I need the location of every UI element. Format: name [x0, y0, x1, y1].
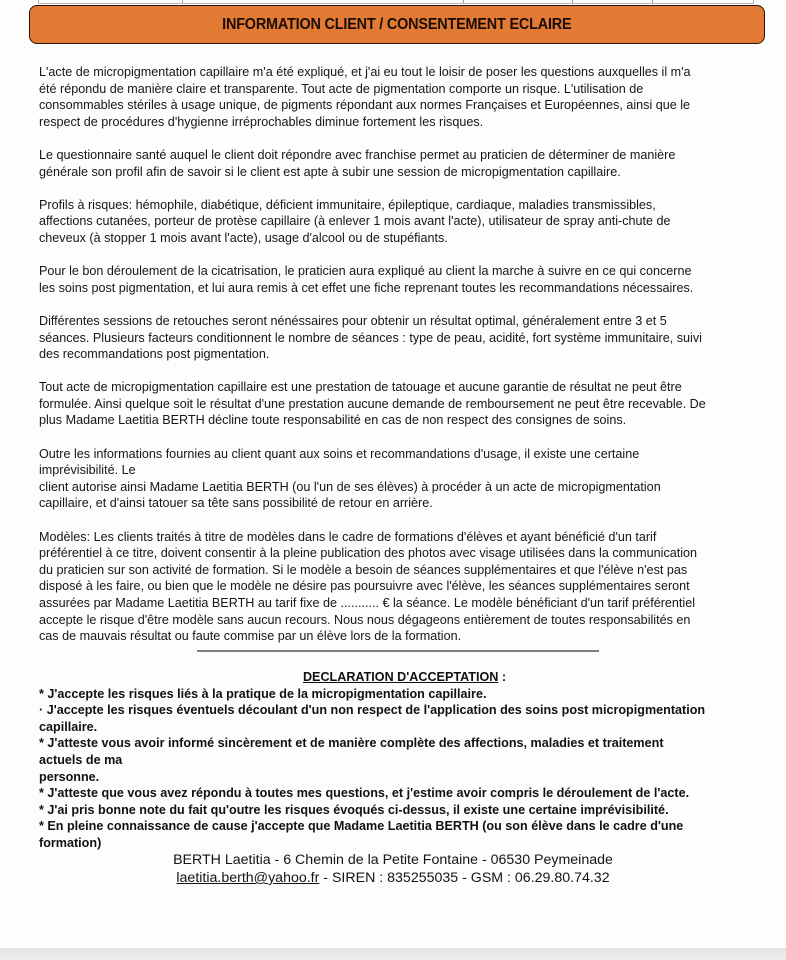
siren-number: 835255035 [387, 870, 459, 886]
table-cell [653, 0, 753, 3]
declaration-item: * En pleine connaissance de cause j'accepte que Madame Laetitia BERTH (ou son élève dans le cadre d'une formation) [39, 819, 684, 850]
table-cell [464, 0, 574, 3]
declaration-item: * J'ai pris bonne note du fait qu'outre les risques évoqués ci-dessus, il existe une certaine imprévisibilité. [39, 802, 669, 817]
paragraph-questionnaire: Le questionnaire santé auquel le client doit répondre avec franchise permet au praticien de déterminer de manière générale son profil afin de savoir si le client est apte à subir une session de micropigmentation capillaire. [39, 147, 676, 179]
horizontal-separator [197, 650, 599, 652]
footer-address: BERTH Laetitia - 6 Chemin de la Petite Fontaine - 06530 Peymeinade [173, 852, 613, 868]
email-link[interactable]: laetitia.berth@yahoo.fr [176, 870, 320, 886]
table-cell [183, 0, 464, 3]
footer-contact [0, 851, 786, 887]
page-title: INFORMATION CLIENT / CONSENTEMENT ECLAIRE [222, 15, 572, 33]
previous-table-fragment [38, 0, 754, 4]
paragraph-healing: Pour le bon déroulement de la cicatrisation, le praticien aura expliqué au client la marche à suivre en ce qui concerne les soins post pigmentation, et lui aura remis à cet effet une fiche reprenant toutes les recommandations nécessaires. [39, 264, 694, 295]
declaration-item: * J'atteste que vous avez répondu à toutes mes questions, et j'estime avoir compris le déroulement de l'acte. [39, 786, 690, 801]
paragraph-no-guarantee: Tout acte de micropigmentation capillaire est une prestation de tatouage et aucune garantie de résultat ne peut être formulée. Ainsi quelque soit le résultat d'une prestation aucune demande de remboursement ne peut être recevable. De plus Madame Laetitia BERTH décline toute responsabilité en cas de non respect des consignes de soins. [39, 380, 706, 428]
section-header-bar [29, 5, 765, 44]
footer-contact-line [0, 869, 786, 887]
paragraph-models: Modèles: Les clients traités à titre de modèles dans le cadre de formations d'élèves et ayant bénéficié d'un tarif préférentiel à ce titre, doivent consentir à la pleine publication des photos avec visage utilisées dans la communication du praticien sur son activité de formation. Si le modèle a besoin de séances supplémentaires et que l'élève n'est pas disposé à les faire, ou bien que le modèle ne désire pas poursuivre avec l'élève, les séances supplémentaires seront assurées par Madame Laetitia BERTH au tarif fixe de ........... € la séance. Le modèle bénéficiant d'un tarif préférentiel accepte le risque d'être modèle sans aucun recours. Nous nous dégageons entièrement de toutes responsabilités en cas de mauvais résultat ou faute commise par un élève lors de la formation. [39, 529, 698, 644]
gsm-number: 06.29.80.74.32 [514, 870, 610, 886]
declaration-title-colon: : [498, 670, 507, 684]
paragraph-unpredictability: Outre les informations fournies au client quant aux soins et recommandations d'usage, il existe une certaine imprévisibilité. Le client autorise ainsi Madame Laetitia BERTH (ou l'un de ses élèves) à procéder à un acte de micropigmentation capillaire, et d'ainsi tatouer sa tête sans possibilité de retour en arrière. [39, 446, 661, 511]
paragraph-explanation: L'acte de micropigmentation capillaire m'a été expliqué, et j'ai eu tout le loisir de poser les questions auxquelles il m'a été répondu de manière claire et transparente. Tout acte de pigmentation comporte un risque. L'utilisation de consommables stériles à usage unique, de pigments répondant aux normes Françaises et Européennes, ainsi que le respect de procédures d'hygienne irréprochables diminue fortement les risques. [39, 65, 691, 129]
declaration-item: · J'accepte les risques éventuels découlant d'un non respect de l'application des soins post micropigmentation capillaire. [39, 703, 706, 734]
page-bottom-edge [0, 948, 786, 960]
declaration-item: * J'atteste vous avoir informé sincèrement et de manière complète des affections, maladies et traitement actuels de ma personne. [39, 736, 664, 784]
siren-label: - SIREN : [319, 870, 388, 886]
table-cell [573, 0, 653, 3]
table-cell [39, 0, 183, 3]
consent-body [39, 64, 759, 661]
gsm-label: - GSM : [458, 870, 515, 886]
paragraph-retouch-sessions: Différentes sessions de retouches seront nénéssaires pour obtenir un résultat optimal, généralement entre 3 et 5 séances. Plusieurs facteurs conditionnent le nombre de séances : type de peau, acidité, fort système immunitaire, suivi des recommandations post pigmentation. [39, 313, 702, 362]
declaration-title: DECLARATION D'ACCEPTATION [302, 670, 499, 684]
declaration-item: * J'accepte les risques liés à la pratique de la micropigmentation capillaire. [39, 686, 487, 701]
declaration-heading [39, 669, 764, 686]
paragraph-risk-profiles: Profils à risques: hémophile, diabétique, déficient immunitaire, épileptique, cardiaque, maladies transmissibles, affections cutanées, porteur de protèse capillaire (à enlever 1 mois avant l'acte), utilisateur de spray anti-chute de cheveux (à stopper 1 mois avant l'acte), usage d'alcool ou de stupéfiants. [39, 197, 671, 245]
declaration-section [39, 669, 764, 852]
